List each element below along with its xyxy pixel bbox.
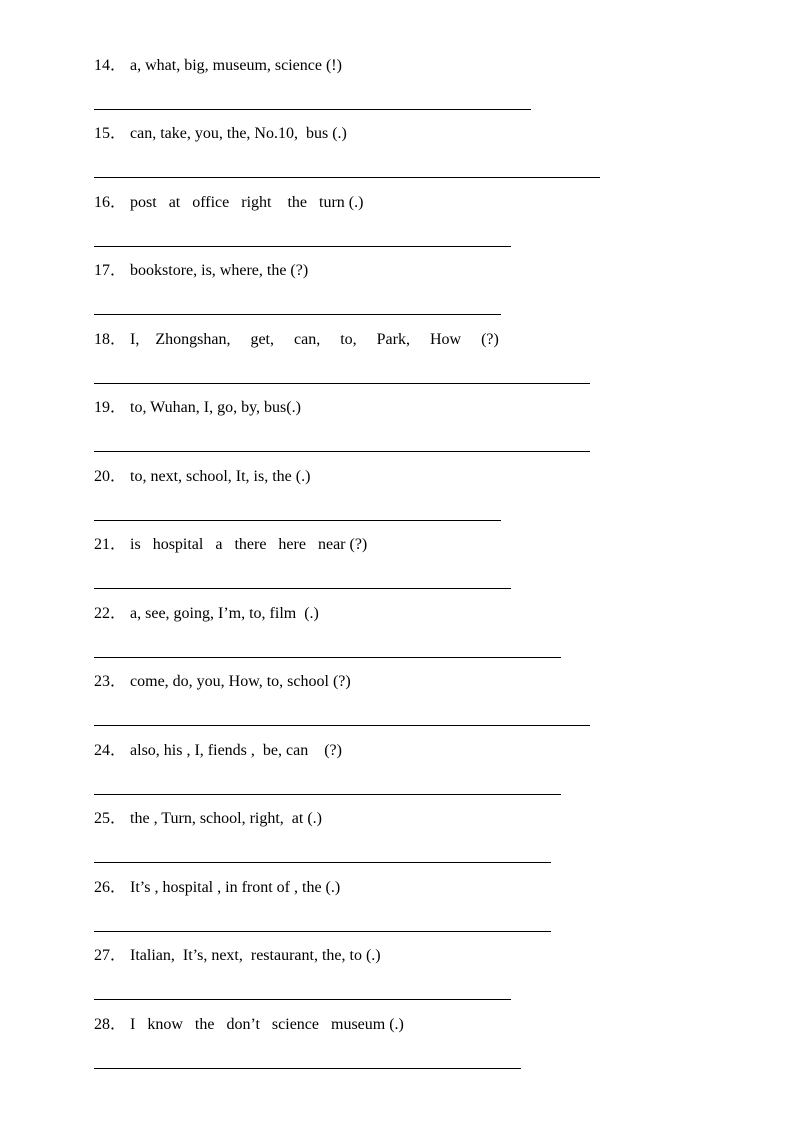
question-words: bookstore, is, where, the (?): [130, 262, 309, 279]
answer-line-23[interactable]: [94, 725, 590, 726]
answer-line-19[interactable]: [94, 451, 590, 452]
answer-line-18[interactable]: [94, 383, 590, 384]
question-number: 20．: [94, 468, 127, 485]
answer-line-20[interactable]: [94, 520, 501, 521]
answer-line-21[interactable]: [94, 588, 511, 589]
answer-line-14[interactable]: [94, 109, 531, 110]
question-number: 18．: [94, 331, 127, 348]
question-number: 26．: [94, 879, 127, 896]
answer-line-22[interactable]: [94, 657, 561, 658]
question-18: [94, 330, 499, 350]
answer-line-16[interactable]: [94, 246, 511, 247]
question-number: 16．: [94, 194, 127, 211]
answer-line-25[interactable]: [94, 862, 551, 863]
question-24: [94, 741, 342, 761]
question-20: [94, 467, 310, 487]
answer-line-27[interactable]: [94, 999, 511, 1000]
question-words: is hospital a there here near (?): [130, 536, 368, 553]
answer-line-28[interactable]: [94, 1068, 521, 1069]
question-17: [94, 261, 308, 281]
question-words: a, see, going, I’m, to, film (.): [130, 605, 319, 622]
question-words: to, Wuhan, I, go, by, bus(.): [130, 399, 301, 416]
question-number: 22．: [94, 605, 127, 622]
question-number: 21．: [94, 536, 127, 553]
question-number: 17．: [94, 262, 127, 279]
answer-line-17[interactable]: [94, 314, 501, 315]
question-26: [94, 878, 340, 898]
question-23: [94, 672, 351, 692]
question-words: come, do, you, How, to, school (?): [130, 673, 351, 690]
answer-line-15[interactable]: [94, 177, 600, 178]
question-28: [94, 1015, 404, 1035]
question-words: to, next, school, It, is, the (.): [130, 468, 311, 485]
question-number: 25．: [94, 810, 127, 827]
question-15: [94, 124, 347, 144]
question-words: post at office right the turn (.): [130, 194, 364, 211]
question-number: 27．: [94, 947, 127, 964]
question-19: [94, 398, 301, 418]
question-words: I, Zhongshan, get, can, to, Park, How (?): [130, 331, 499, 348]
question-words: a, what, big, museum, science (!): [130, 57, 342, 74]
question-words: I know the don’t science museum (.): [130, 1016, 404, 1033]
question-number: 24．: [94, 742, 127, 759]
question-25: [94, 809, 322, 829]
question-words: It’s , hospital , in front of , the (.): [130, 879, 341, 896]
question-words: the , Turn, school, right, at (.): [130, 810, 323, 827]
question-22: [94, 604, 319, 624]
question-number: 28．: [94, 1016, 127, 1033]
question-number: 23．: [94, 673, 127, 690]
question-number: 15．: [94, 125, 127, 142]
question-words: Italian, It’s, next, restaurant, the, to (.): [130, 947, 381, 964]
question-14: [94, 56, 342, 76]
question-number: 19．: [94, 399, 127, 416]
question-27: [94, 946, 381, 966]
question-words: also, his , I, fiends , be, can (?): [130, 742, 342, 759]
answer-line-26[interactable]: [94, 931, 551, 932]
question-21: [94, 535, 367, 555]
question-words: can, take, you, the, No.10, bus (.): [130, 125, 347, 142]
question-16: [94, 193, 363, 213]
answer-line-24[interactable]: [94, 794, 561, 795]
question-number: 14．: [94, 57, 127, 74]
